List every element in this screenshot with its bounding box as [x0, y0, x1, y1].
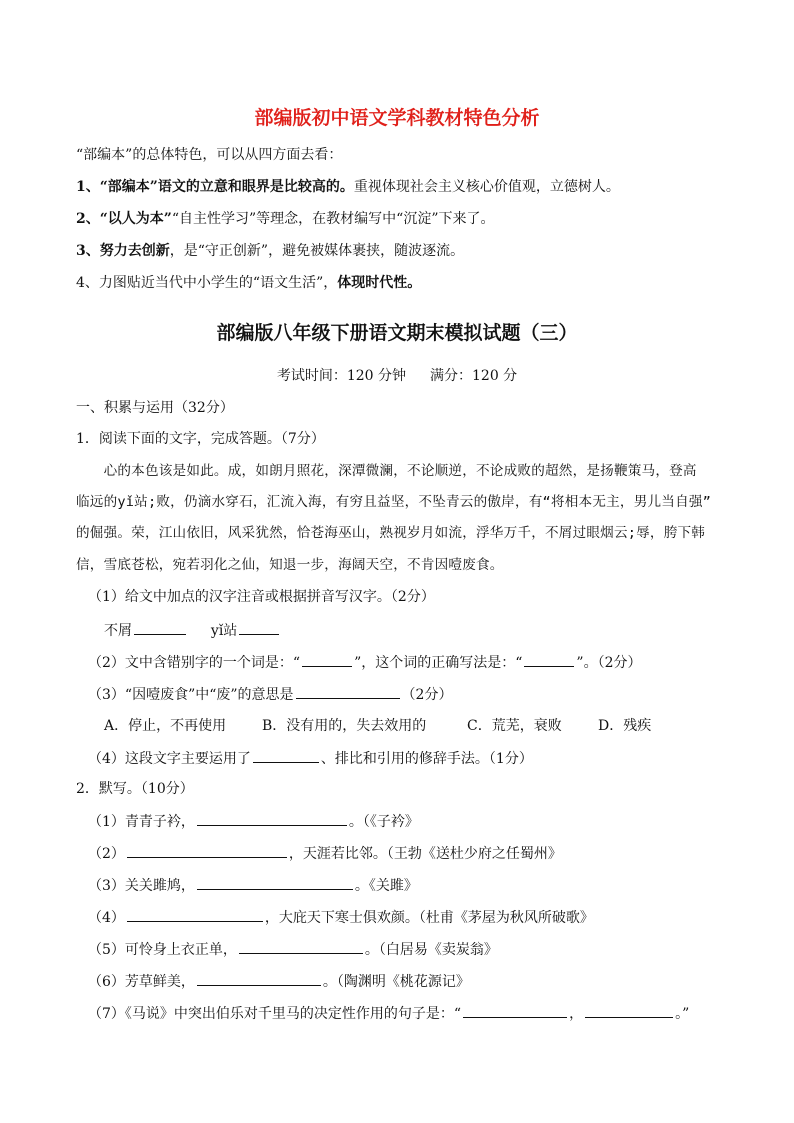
section-heading: 一、积累与运用（32分） — [76, 400, 234, 416]
answer-blank[interactable] — [302, 652, 352, 667]
item-text: （4） — [88, 910, 125, 926]
point-bold: 体现时代性。 — [337, 275, 422, 291]
recitation-item-4 — [88, 907, 594, 928]
question-text: ”。（2分） — [576, 655, 642, 671]
answer-blank[interactable] — [197, 811, 347, 826]
answer-blank[interactable] — [253, 748, 319, 763]
feature-point-2 — [76, 209, 495, 229]
answer-blank[interactable] — [463, 1003, 567, 1018]
recitation-item-5 — [88, 939, 498, 960]
sub-question-2 — [88, 652, 641, 673]
answer-blank[interactable] — [127, 907, 263, 922]
item-text: （3）关关雎鸠， — [88, 878, 195, 894]
exam-title: 部编版八年级下册语文期末模拟试题（三） — [216, 322, 578, 344]
option-d[interactable]: D．残疾 — [598, 718, 652, 734]
sub-question-1: （1）给文中加点的汉字注音或根据拼音写汉字。（2分） — [88, 589, 435, 605]
point-number: 2、 — [76, 211, 100, 227]
recitation-item-7 — [88, 1003, 689, 1024]
exam-score: 满分：120 分 — [430, 368, 518, 384]
feature-point-1 — [76, 177, 620, 197]
point-number: 1、 — [76, 179, 100, 195]
recitation-item-3 — [88, 875, 418, 896]
page-title: 部编版初中语文学科教材特色分析 — [254, 107, 540, 129]
point-text: 力图贴近当代中小学生的“语文生活”， — [98, 275, 338, 291]
answer-blank[interactable] — [239, 939, 363, 954]
passage-line: 的倔强。荣，江山依旧，风采犹然，恰苍海巫山，熟视岁月如流，浮华万千，不屑过眼烟云;辱，胯下韩 — [76, 525, 706, 541]
point-text: ，是“守正创新”，避免被媒体裹挟，随波逐流。 — [169, 243, 465, 259]
exam-info — [0, 366, 794, 386]
passage-line: 心的本色该是如此。成，如朗月照花，深潭微澜，不论顺逆，不论成败的超然，是扬鞭策马，登高 — [76, 463, 697, 479]
item-source: 。（《子衿》 — [348, 814, 419, 830]
item-text: 。” — [675, 1006, 690, 1022]
recitation-item-2 — [88, 843, 562, 864]
passage-line: 临远的yǐ站;败，仍滴水穿石，汇流入海，有穷且益坚，不坠青云的傲岸，有“将相本无主，男儿当自强” — [76, 494, 712, 510]
sub-question-1-answers — [104, 620, 281, 641]
point-number: 3、 — [76, 243, 100, 259]
item-text: （1）青青子衿， — [88, 814, 195, 830]
word-label: yǐ站 — [210, 623, 238, 639]
point-bold: “部编本”语文的立意和眼界是比较高的。 — [99, 179, 354, 195]
question-text: ”，这个词的正确写法是：“ — [354, 655, 523, 671]
feature-point-4 — [76, 273, 421, 293]
item-source: 。《关雎》 — [354, 878, 418, 894]
intro-text: “部编本”的总体特色，可以从四方面去看： — [76, 147, 343, 163]
answer-blank[interactable] — [197, 875, 353, 890]
item-text: （2） — [88, 846, 125, 862]
answer-blank[interactable] — [524, 652, 574, 667]
question-1-stem: 1．阅读下面的文字，完成答题。（7分） — [76, 431, 325, 447]
question-text: （2分） — [401, 687, 453, 703]
answer-blank[interactable] — [134, 620, 186, 635]
recitation-item-1 — [88, 811, 419, 832]
item-text: （6）芳草鲜美， — [88, 974, 195, 990]
item-source: ，大庇天下寒士俱欢颜。（杜甫《茅屋为秋风所破歌》 — [264, 910, 594, 926]
word-label: 不屑 — [104, 623, 132, 639]
answer-blank[interactable] — [239, 620, 279, 635]
passage-line: 信，雪底苍松，宛若羽化之仙，知退一步，海阔天空，不肯因噎废食。 — [76, 557, 504, 573]
answer-blank[interactable] — [585, 1003, 673, 1018]
answer-blank[interactable] — [296, 684, 400, 699]
item-source: 。（陶渊明《桃花源记》 — [322, 974, 470, 990]
sub-question-4 — [88, 748, 533, 769]
option-a[interactable]: A．停止，不再使用 — [104, 718, 227, 734]
item-source: 。（白居易《卖炭翁》 — [364, 942, 498, 958]
point-bold: “以人为本” — [99, 211, 172, 227]
question-text: （3）“因噎废食”中“废”的意思是 — [88, 687, 294, 703]
answer-blank[interactable] — [127, 843, 287, 858]
sub-question-3 — [88, 684, 452, 705]
item-text: ， — [569, 1006, 584, 1022]
recitation-item-6 — [88, 971, 470, 992]
point-number: 4、 — [76, 275, 99, 291]
feature-point-3 — [76, 241, 464, 261]
point-text: “自主性学习”等理念，在教材编写中“沉淀”下来了。 — [171, 211, 495, 227]
question-text: （2）文中含错别字的一个词是：“ — [88, 655, 301, 671]
item-text: （7）《马说》中突出伯乐对千里马的决定性作用的句子是：“ — [88, 1006, 462, 1022]
question-text: （4）这段文字主要运用了 — [88, 751, 251, 767]
question-2-stem: 2．默写。（10分） — [76, 781, 194, 797]
answer-blank[interactable] — [197, 971, 321, 986]
point-text: 重视体现社会主义核心价值观，立德树人。 — [353, 179, 620, 195]
item-text: （5）可怜身上衣正单， — [88, 942, 237, 958]
point-bold: 努力去创新 — [99, 243, 170, 259]
exam-time: 考试时间：120 分钟 — [276, 368, 406, 384]
question-text: 、排比和引用的修辞手法。（1分） — [320, 751, 533, 767]
option-c[interactable]: C．荒芜，衰败 — [467, 718, 562, 734]
option-b[interactable]: B．没有用的，失去效用的 — [262, 718, 427, 734]
item-source: ，天涯若比邻。（王勃《送杜少府之任蜀州》 — [288, 846, 562, 862]
